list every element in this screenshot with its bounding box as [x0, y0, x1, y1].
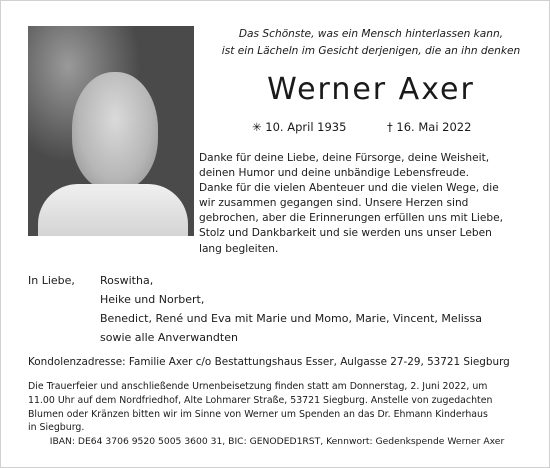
mourner-row: Heike und Norbert,: [100, 293, 205, 306]
quote-line-1: Das Schönste, was ein Mensch hinterlassen kann,: [238, 28, 504, 40]
tribute-line: Danke für die vielen Abenteuer und die vielen Wege, die: [199, 182, 499, 195]
birth-date: ✳ 10. April 1935: [252, 120, 347, 134]
quote-line-2: ist ein Lächeln im Gesicht derjenigen, die an ihn denken: [221, 45, 521, 57]
tribute-line: deinen Humor und deine unbändige Lebensfreude.: [199, 167, 470, 180]
portrait-face: [72, 72, 158, 190]
portrait-photo: [28, 26, 194, 236]
memorial-quote: [210, 26, 532, 60]
portrait-shirt: [38, 184, 188, 236]
tribute-line: gebrochen, aber die Erinnerungen erfüllen uns mit Liebe,: [199, 212, 504, 225]
deceased-name: Werner Axer: [267, 72, 475, 107]
tribute-line: wir zusammen gegangen sind. Unsere Herzen sind: [199, 197, 469, 210]
mourners-label: In Liebe,: [28, 274, 75, 287]
details-line: in Siegburg.: [28, 422, 85, 434]
mourner-row: sowie alle Anverwandten: [100, 331, 238, 344]
details-line: Blumen oder Kränzen bitten wir im Sinne von Werner um Spenden an das Dr. Ehmann Kinderhaus: [28, 408, 488, 420]
details-line: Die Trauerfeier und anschließende Urnenbeisetzung finden statt am Donnerstag, 2. Juni 2022, um: [28, 381, 488, 392]
condolence-address: Kondolenzadresse: Familie Axer c/o Bestattungshaus Esser, Aulgasse 27-29, 53721 Siegburg: [28, 356, 510, 368]
mourner-row: Benedict, René und Eva mit Marie und Momo, Marie, Vincent, Melissa: [100, 312, 483, 325]
death-date: † 16. Mai 2022: [387, 120, 472, 134]
tribute-text: [199, 151, 525, 257]
tribute-line: lang begleiten.: [199, 242, 279, 255]
tribute-line: Danke für deine Liebe, deine Fürsorge, deine Weisheit,: [199, 152, 490, 164]
details-line: 11.00 Uhr auf dem Nordfriedhof, Alte Lohmarer Straße, 53721 Siegburg. Anstelle von zugedachten: [28, 394, 493, 406]
tribute-line: Stolz und Dankbarkeit und sie werden uns unser Leben: [199, 227, 492, 240]
donation-bank-info: IBAN: DE64 3706 9520 5005 3600 31, BIC: GENODED1RST, Kennwort: Gedenkspende Werner Axer: [49, 436, 505, 447]
mourners-list: [100, 271, 482, 347]
funeral-details: [28, 380, 526, 435]
mourner-row: Roswitha,: [100, 274, 154, 287]
